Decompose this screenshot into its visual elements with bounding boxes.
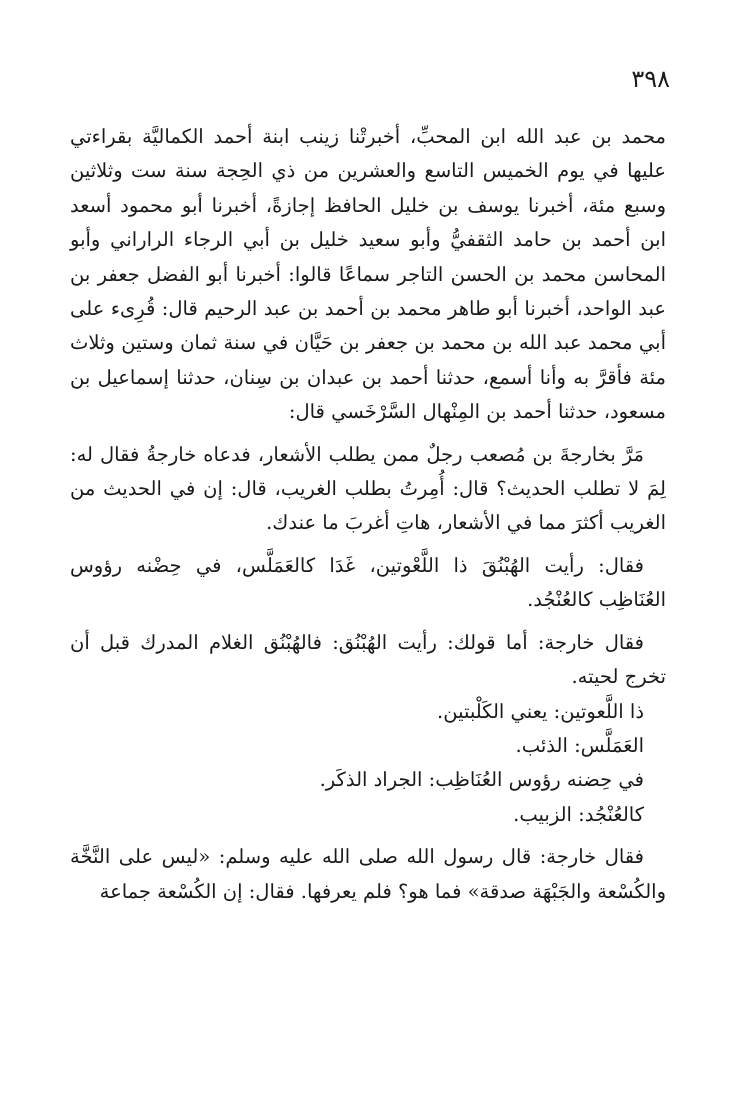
gloss-line: في حِضنه رؤوس العُنَاظِب: الجراد الذكَر. (319, 768, 644, 792)
gloss-line: ذا اللَّعوتين: يعني الكَلْبتين. (437, 699, 644, 723)
isnad-paragraph: محمد بن عبد الله ابن المحبِّ، أخبرتْنا زينب ابنة أحمد الكماليَّة بقراءتي عليها في يوم الخميس التاسع والعشرين من ذي الحِجة سنة ست وثلاثين وسبع مئة، أخبرنا يوسف بن خليل الحافظ إجازةً، أخبرنا أبو محمود أسعد ابن أحمد بن حامد الثقفيُّ وأبو سعيد خليل بن أبي الرجاء الراراني وأبو المحاسن محمد بن الحسن التاجر سماعًا قالوا: أخبرنا أبو الفضل جعفر بن عبد الواحد، أخبرنا أبو طاهر محمد بن أحمد بن عبد الرحيم قال: قُرِىء على أبي محمد عبد الله بن محمد بن جعفر بن حَيَّان في سنة ثمان وستين وثلاث مئة فأقرَّ به وأنا أسمع، حدثنا أحمد بن عبدان بن سِنان، حدثنا إسماعيل بن مسعود، حدثنا أحمد بن المِنْهال السَّرْخَسي قال: (70, 125, 666, 424)
gloss-line: كالعُنْجُد: الزبيب. (513, 802, 644, 826)
gloss-line: العَمَلَّس: الذئب. (515, 733, 644, 757)
riddle-paragraph: فقال: رأيت الهُبْنُقَ ذا اللَّعْوتين، غَدَا كالعَمَلَّس، في حِضْنه رؤوس العُنَاظِب كالعُنْجُد. (70, 553, 666, 612)
narrative-paragraph: مَرَّ بخارجةَ بن مُصعب رجلٌ ممن يطلب الأشعار، فدعاه خارجةُ فقال له: لِمَ لا تطلب الحديث؟ قال: أُمِرتُ بطلب الغريب، قال: إن في الحديث من الغريب أكثرَ مما في الأشعار، هاتِ أغربَ ما عندك. (70, 442, 666, 535)
explanation-paragraph: فقال خارجة: أما قولك: رأيت الهُبْنُق: فالهُبْنُق الغلام المدرك قبل أن تخرج لحيته. (70, 630, 666, 689)
page-body (70, 120, 666, 909)
hadith-paragraph: فقال خارجة: قال رسول الله صلى الله عليه وسلم: «ليس على النَّخَّة والكُسْعة والجَبْهَة صدقة» فما هو؟ فلم يعرفها. فقال: إن الكُسْعة جماعة (70, 845, 666, 903)
page-number: ٣٩٨ (631, 65, 670, 93)
